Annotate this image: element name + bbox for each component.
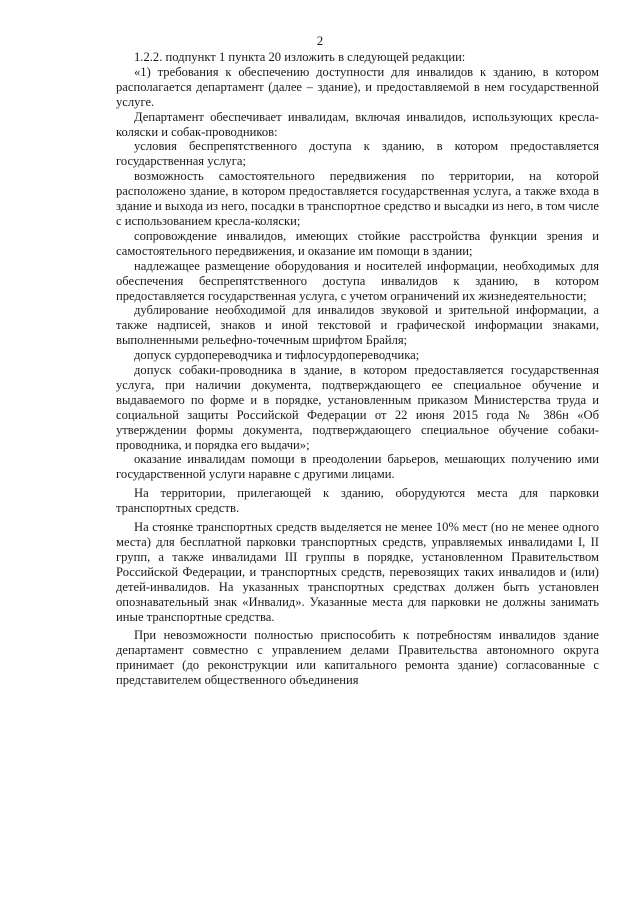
paragraph: надлежащее размещение оборудования и носителей информации, необходимых для обеспечения беспрепятственного доступа инвалидов к зданию, в котором предоставляется государственная услуга, с учетом ограничений их жизнедеятельности; bbox=[116, 258, 599, 303]
paragraph: Департамент обеспечивает инвалидам, включая инвалидов, использующих кресла-коляски и собак-проводников: bbox=[116, 109, 599, 139]
paragraph: допуск собаки-проводника в здание, в котором предоставляется государственная услуга, при наличии документа, подтверждающего ее специальное обучение и выдаваемого по форме и в порядке, установленным приказом Министерства труда и социальной защиты Российской Федерации от 22 июня 2015 года № 386н «Об утверждении формы документа, подтверждающего специальное обучение собаки-проводника, и порядка его выдачи»; bbox=[116, 363, 599, 452]
paragraph: На территории, прилегающей к зданию, оборудуются места для парковки транспортных средств. bbox=[116, 486, 599, 516]
paragraph: При невозможности полностью приспособить к потребностям инвалидов здание департамент совместно с управлением делами Правительства автономного округа принимает (до реконструкции или капитального ремонта здание) согласованные с представителем общественного объединения bbox=[116, 628, 599, 688]
paragraph: условия беспрепятственного доступа к зданию, в котором предоставляется государственная услуга; bbox=[116, 139, 599, 169]
document-body bbox=[116, 50, 599, 688]
paragraph: 1.2.2. подпункт 1 пункта 20 изложить в следующей редакции: bbox=[134, 50, 466, 64]
paragraph: На стоянке транспортных средств выделяется не менее 10% мест (но не менее одного места) для бесплатной парковки транспортных средств, управляемых инвалидами I, II групп, а также инвалидами III группы в порядке, установленном Правительством Российской Федерации, и транспортных средств, перевозящих таких инвалидов и (или) детей-инвалидов. На указанных транспортных средствах должен быть установлен опознавательный знак «Инвалид». Указанные места для парковки не должны занимать иные транспортные средства. bbox=[116, 520, 599, 624]
paragraph: возможность самостоятельного передвижения по территории, на которой расположено здание, в котором предоставляется государственная услуга, а также входа в здание и выхода из него, посадки в транспортное средство и высадки из него, в том числе с использованием кресла-коляски; bbox=[116, 169, 599, 228]
paragraph: сопровождение инвалидов, имеющих стойкие расстройства функции зрения и самостоятельного передвижения, и оказание им помощи в здании; bbox=[116, 228, 599, 258]
paragraph: оказание инвалидам помощи в преодолении барьеров, мешающих получению ими государственной услуги наравне с другими лицами. bbox=[116, 452, 599, 482]
paragraph: дублирование необходимой для инвалидов звуковой и зрительной информации, а также надписей, знаков и иной текстовой и графической информации знаками, выполненными рельефно-точечным шрифтом Брайля; bbox=[116, 303, 599, 348]
paragraph: «1) требования к обеспечению доступности для инвалидов к зданию, в котором располагается департамент (далее – здание), и предоставляемой в нем государственной услуге. bbox=[116, 64, 599, 109]
page-number: 2 bbox=[316, 33, 324, 48]
paragraph: допуск сурдопереводчика и тифлосурдопереводчика; bbox=[134, 348, 420, 363]
